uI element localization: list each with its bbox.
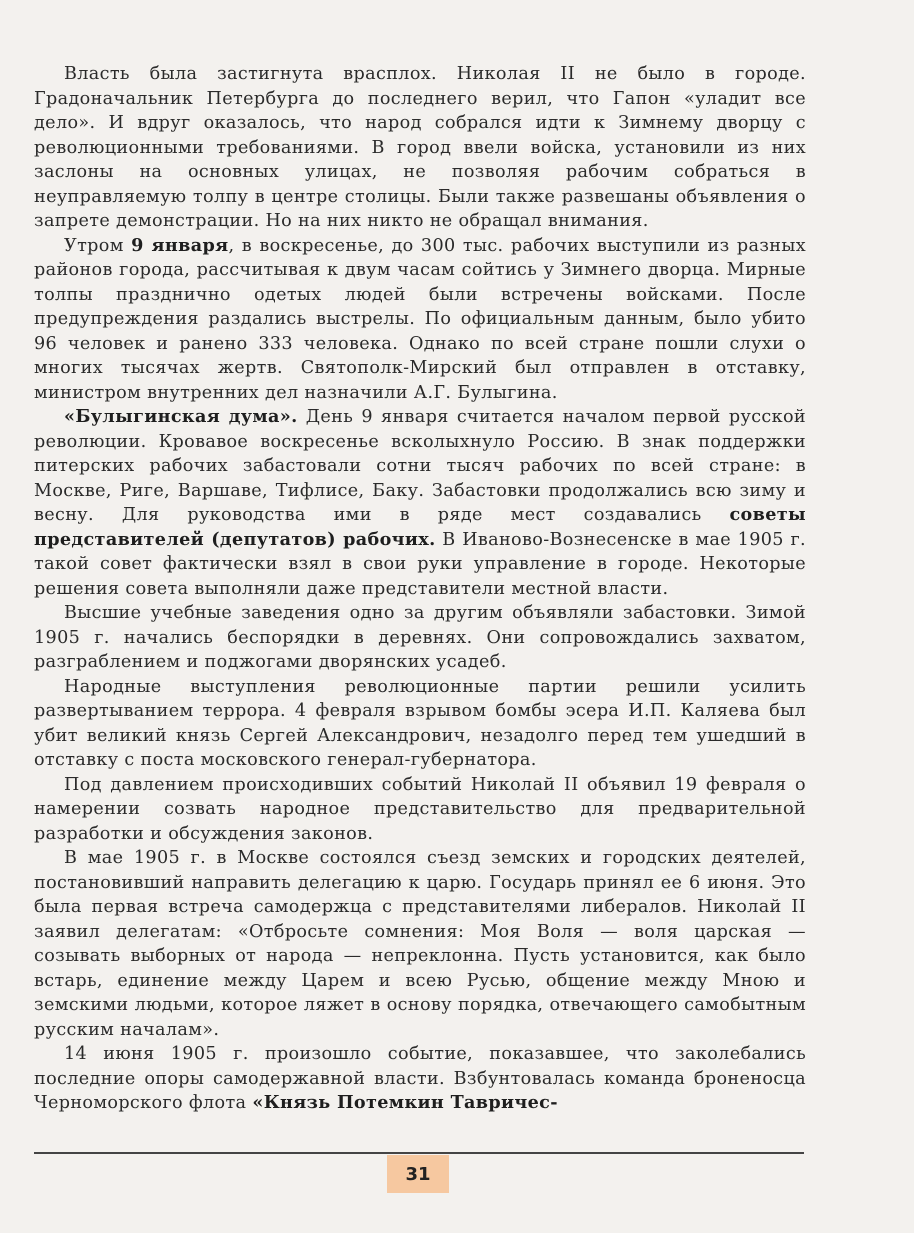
- paragraph: [34, 773, 806, 847]
- paragraph-text: Власть была застигнута врасплох. Николая II не было в городе. Градоначальник Петербурга до последнего верил, что Гапон «уладит все дело». И вдруг оказалось, что народ собрался идти к Зимнему дворцу с революционными требованиями. В город ввели войска, установили из них заслоны на основных улицах, не позволяя рабочим собраться в неуправляемую толпу в центре столицы. Были также развешаны объявления о запрете демонстрации. Но на них никто не обращал внимания.: [34, 64, 806, 231]
- paragraph: [34, 846, 806, 1042]
- paragraph-text: 14 июня 1905 г. произошло событие, показавшее, что заколебались последние опоры самодержавной власти. Взбунтовалась команда броненосца Черноморского флота: [34, 1044, 806, 1113]
- bold-date: 9 января: [131, 234, 229, 256]
- paragraph-text: В Иваново-Вознесенске в мае 1905 г. такой совет фактически взял в свои руки управление в городе. Некоторые решения совета выполняли даже представители местной власти.: [34, 529, 806, 599]
- paragraph: [34, 1042, 806, 1116]
- page-number-badge: [387, 1155, 449, 1193]
- paragraph-text: , в воскресенье, до 300 тыс. рабочих выступили из разных районов города, рассчитывая к двум часам сойтись у Зимнего дворца. Мирные толпы празднично одетых людей были встречены войсками. После предупреждения раздались выстрелы. По официальным данным, было убито 96 человек и ранено 333 человека. Однако по всей стране пошли слухи о многих тысячах жертв. Святополк-Мирский был отправлен в отставку, министром внутренних дел назначили А.Г. Булыгина.: [34, 235, 806, 403]
- paragraph: [34, 601, 806, 675]
- page-number: 31: [405, 1163, 431, 1185]
- paragraph: [34, 62, 806, 234]
- paragraph-text: Народные выступления революционные партии решили усилить развертыванием террора. 4 февраля взрывом бомбы эсера И.П. Каляева был убит великий князь Сергей Александрович, незадолго перед тем ушедший в отставку с поста московского генерал-губернатора.: [34, 676, 806, 770]
- paragraph-text: Высшие учебные заведения одно за другим объявляли забастовки. Зимой 1905 г. начались беспорядки в деревнях. Они сопровождались захватом, разграблением и поджогами дворянских усадеб.: [34, 603, 806, 672]
- paragraph-text: День 9 января считается началом первой русской революции. Кровавое воскресенье всколыхнуло Россию. В знак поддержки питерских рабочих забастовали сотни тысяч рабочих по всей стране: в Москве, Риге, Варшаве, Тифлисе, Баку. Забастовки продолжались всю зиму и весну. Для руководства ими в ряде мест создавались: [34, 407, 806, 525]
- paragraph-text: Под давлением происходивших событий Николай II объявил 19 февраля о намерении созвать народное представительство для предварительной разработки и обсуждения законов.: [34, 774, 806, 844]
- bold-ship-name: «Князь Потемкин Тавричес-: [252, 1092, 558, 1113]
- paragraph: [34, 234, 806, 406]
- section-heading: «Булыгинская дума».: [64, 406, 298, 427]
- paragraph: [34, 675, 806, 773]
- paragraph-text: Утром: [64, 235, 132, 256]
- footer-rule: [34, 1152, 804, 1154]
- paragraph-text: В мае 1905 г. в Москве состоялся съезд земских и городских деятелей, постановивший направить делегацию к царю. Государь принял ее 6 июня. Это была первая встреча самодержца с представителями либералов. Николай II заявил делегатам: «Отбросьте сомнения: Моя Воля — воля царская — созывать выборных от народа — непреклонна. Пусть установится, как было встарь, единение между Царем и всею Русью, общение между Мною и земскими людьми, которое ляжет в основу порядка, отвечающего самобытным русским началам».: [34, 848, 806, 1040]
- page-body: [34, 62, 806, 1116]
- paragraph: [34, 405, 806, 601]
- bold-term: советы представителей (депутатов) рабочих.: [34, 504, 806, 550]
